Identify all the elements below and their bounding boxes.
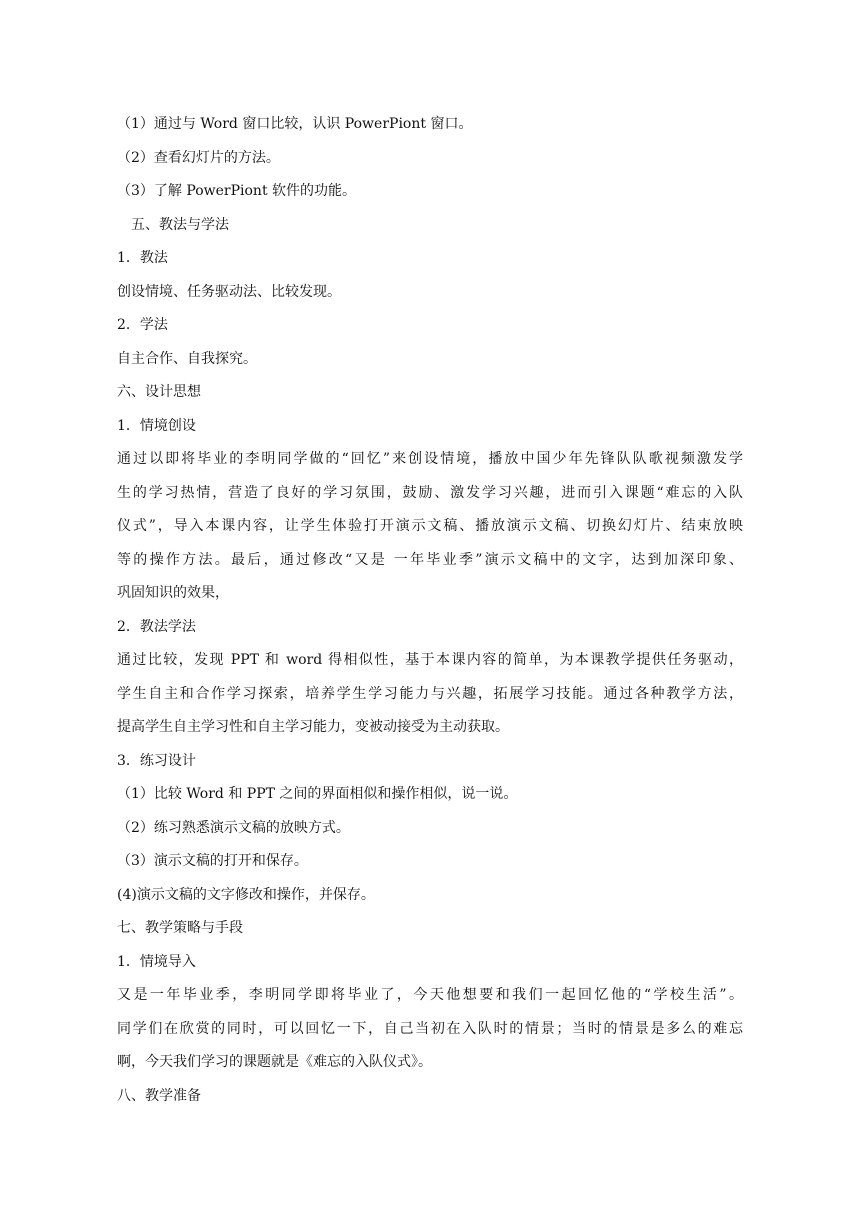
subheading-exercise-design: 3．练习设计 xyxy=(117,752,196,769)
paragraph-line: 巩固知识的效果， xyxy=(117,585,229,601)
section-heading-7: 七、教学策略与手段 xyxy=(117,920,243,936)
document-body xyxy=(117,108,743,1113)
subheading-learning-method: 2．学法 xyxy=(117,317,168,333)
subheading-teaching-method: 1．教法 xyxy=(117,250,168,266)
section-heading-5: 五、教法与学法 xyxy=(131,216,229,233)
exercise-item-1: （1）比较 Word 和 PPT 之间的界面相似和操作相似，说一说。 xyxy=(117,786,518,802)
paragraph-line: 提高学生自主学习性和自主学习能力，变被动接受为主动获取。 xyxy=(117,719,509,735)
paragraph-line: 通过比较，发现 PPT 和 word 得相似性，基于本课内容的简单，为本课教学提供任务驱动， xyxy=(117,652,743,668)
subheading-scenario-intro: 1．情境导入 xyxy=(117,953,196,970)
paragraph-line: 生的学习热情，营造了良好的学习氛围，鼓励、激发学习兴趣，进而引入课题“难忘的入队 xyxy=(117,484,743,501)
paragraph-line: 又是一年毕业季，李明同学即将毕业了，今天他想要和我们一起回忆他的“学校生活”。 xyxy=(117,987,743,1003)
section-heading-6: 六、设计思想 xyxy=(117,384,201,400)
paragraph-line: 仪式”，导入本课内容，让学生体验打开演示文稿、播放演示文稿、切换幻灯片、结束放映 xyxy=(117,518,743,534)
section-heading-8: 八、教学准备 xyxy=(117,1087,201,1104)
paragraph-line: 通过以即将毕业的李明同学做的“回忆”来创设情境，播放中国少年先锋队队歌视频激发学 xyxy=(117,451,743,467)
exercise-item-4: (4)演示文稿的文字修改和操作，并保存。 xyxy=(117,886,375,903)
exercise-item-3: （3）演示文稿的打开和保存。 xyxy=(117,853,308,869)
objective-line-1: （1）通过与 Word 窗口比较，认识 PowerPiont 窗口。 xyxy=(117,116,473,132)
paragraph-line: 创设情境、任务驱动法、比较发现。 xyxy=(117,283,341,300)
paragraph-line: 自主合作、自我探究。 xyxy=(117,350,257,367)
paragraph-line: 啊，今天我们学习的课题就是《难忘的入队仪式》。 xyxy=(117,1054,432,1070)
subheading-methods: 2．教法学法 xyxy=(117,618,196,635)
subheading-scenario: 1．情境创设 xyxy=(117,417,196,434)
paragraph-line: 同学们在欣赏的同时，可以回忆一下，自己当初在入队时的情景；当时的情景是多么的难忘 xyxy=(117,1020,743,1037)
paragraph-line: 学生自主和合作学习探索，培养学生学习能力与兴趣，拓展学习技能。通过各种教学方法， xyxy=(117,685,743,702)
paragraph-line: 等的操作方法。最后，通过修改“又是 一年毕业季”演示文稿中的文字，达到加深印象、 xyxy=(117,551,743,568)
objective-line-2: （2）查看幻灯片的方法。 xyxy=(117,149,280,166)
objective-line-3: （3）了解 PowerPiont 软件的功能。 xyxy=(117,183,357,199)
exercise-item-2: （2）练习熟悉演示文稿的放映方式。 xyxy=(117,819,350,836)
